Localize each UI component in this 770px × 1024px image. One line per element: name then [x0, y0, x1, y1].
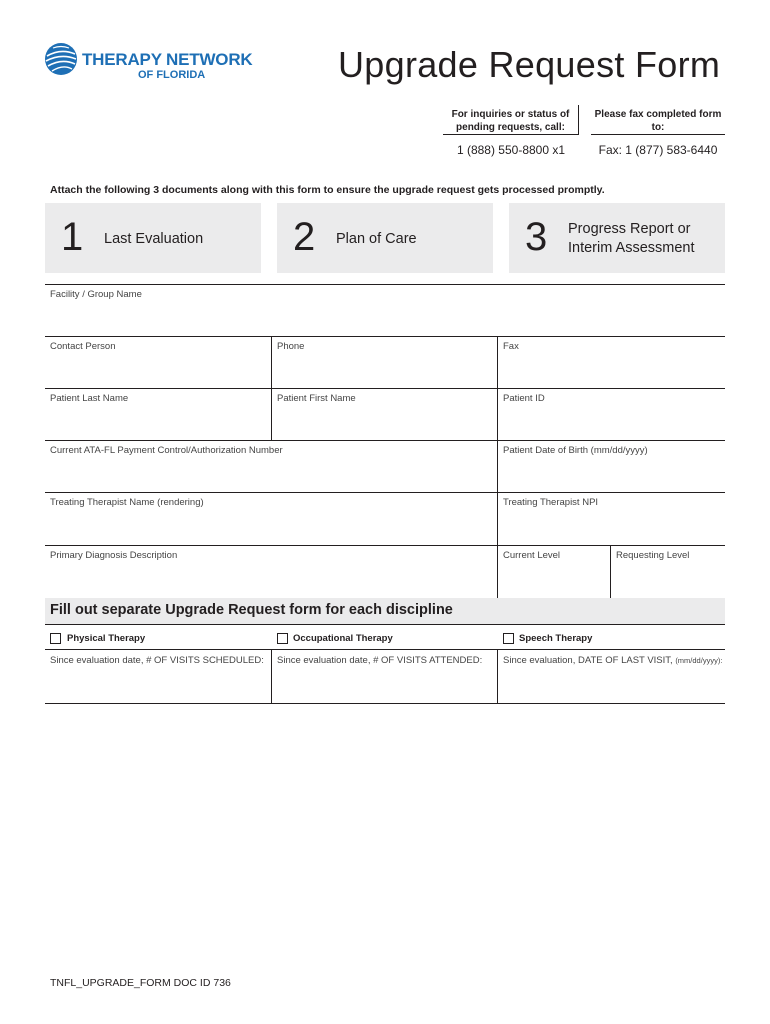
globe-swirl-icon [44, 42, 78, 76]
visits-attended-label: Since evaluation date, # OF VISITS ATTENDED: [277, 655, 483, 666]
rule [45, 703, 725, 704]
therapist-name-field[interactable] [45, 493, 497, 545]
facility-label: Facility / Group Name [50, 289, 142, 300]
contact-person-field[interactable] [45, 337, 271, 388]
discipline-header [45, 598, 725, 624]
call-heading: For inquiries or status of pending requests, call: [443, 105, 579, 135]
last-visit-label: Since evaluation, DATE OF LAST VISIT, (mm/dd/yyyy): [503, 655, 723, 666]
fax-field[interactable] [498, 337, 725, 388]
page-title: Upgrade Request Form [338, 44, 721, 85]
fax-heading: Please fax completed form to: [591, 105, 725, 135]
rule [45, 624, 725, 625]
requesting-level-field[interactable] [611, 546, 725, 598]
therapist-name-label: Treating Therapist Name (rendering) [50, 497, 204, 508]
diagnosis-field[interactable] [45, 546, 497, 598]
visits-attended-field[interactable] [272, 650, 497, 703]
requesting-level-label: Requesting Level [616, 550, 690, 561]
document-last-evaluation [45, 203, 261, 273]
patient-id-label: Patient ID [503, 393, 545, 404]
authorization-number-field[interactable] [45, 441, 497, 492]
attach-instruction: Attach the following 3 documents along with this form to ensure the upgrade request gets processed promptly. [50, 184, 605, 196]
patient-first-name-field[interactable] [272, 389, 497, 440]
last-visit-text: Since evaluation, DATE OF LAST VISIT [503, 655, 671, 666]
document-plan-of-care [277, 203, 493, 273]
logo-subname: OF FLORIDA [138, 69, 206, 81]
logo-name: THERAPY NETWORK [82, 50, 253, 69]
therapist-npi-label: Treating Therapist NPI [503, 497, 599, 508]
document-label: Plan of Care [336, 231, 417, 247]
document-label [568, 220, 695, 258]
document-progress-report [509, 203, 725, 273]
document-number: 3 [525, 215, 548, 259]
contact-person-label: Contact Person [50, 341, 116, 352]
last-visit-field[interactable] [498, 650, 725, 703]
physical-therapy-label: Physical Therapy [67, 633, 146, 644]
document-label-line1: Progress Report or [568, 221, 691, 237]
document-id: TNFL_UPGRADE_FORM DOC ID 736 [50, 977, 231, 989]
fax-number: Fax: 1 (877) 583-6440 [598, 143, 718, 157]
speech-therapy-label: Speech Therapy [519, 633, 593, 644]
document-number: 1 [61, 215, 84, 259]
document-label: Last Evaluation [104, 231, 204, 247]
occupational-therapy-checkbox[interactable] [277, 633, 288, 644]
phone-label: Phone [277, 341, 305, 352]
physical-therapy-checkbox[interactable] [50, 633, 61, 644]
therapist-npi-field[interactable] [498, 493, 725, 545]
authorization-number-label: Current ATA-FL Payment Control/Authorization Number [50, 445, 283, 456]
current-level-label: Current Level [503, 550, 561, 561]
occupational-therapy-label: Occupational Therapy [293, 633, 393, 644]
patient-last-name-field[interactable] [45, 389, 271, 440]
call-number: 1 (888) 550-8800 x1 [456, 143, 566, 157]
patient-id-field[interactable] [498, 389, 725, 440]
patient-last-name-label: Patient Last Name [50, 393, 129, 404]
facility-field[interactable] [45, 285, 725, 336]
discipline-heading: Fill out separate Upgrade Request form for each discipline [50, 602, 453, 618]
patient-first-name-label: Patient First Name [277, 393, 356, 404]
speech-therapy-checkbox[interactable] [503, 633, 514, 644]
date-of-birth-field[interactable] [498, 441, 725, 492]
document-number: 2 [293, 215, 316, 259]
fax-label: Fax [503, 341, 519, 352]
phone-field[interactable] [272, 337, 497, 388]
current-level-field[interactable] [498, 546, 610, 598]
diagnosis-label: Primary Diagnosis Description [50, 550, 178, 561]
company-logo [44, 42, 274, 86]
last-visit-format: (mm/dd/yyyy): [675, 656, 723, 665]
visits-scheduled-field[interactable] [45, 650, 271, 703]
document-label-line2: Interim Assessment [568, 240, 695, 256]
date-of-birth-label: Patient Date of Birth (mm/dd/yyyy) [503, 445, 648, 456]
visits-scheduled-label: Since evaluation date, # OF VISITS SCHEDULED: [50, 655, 264, 666]
